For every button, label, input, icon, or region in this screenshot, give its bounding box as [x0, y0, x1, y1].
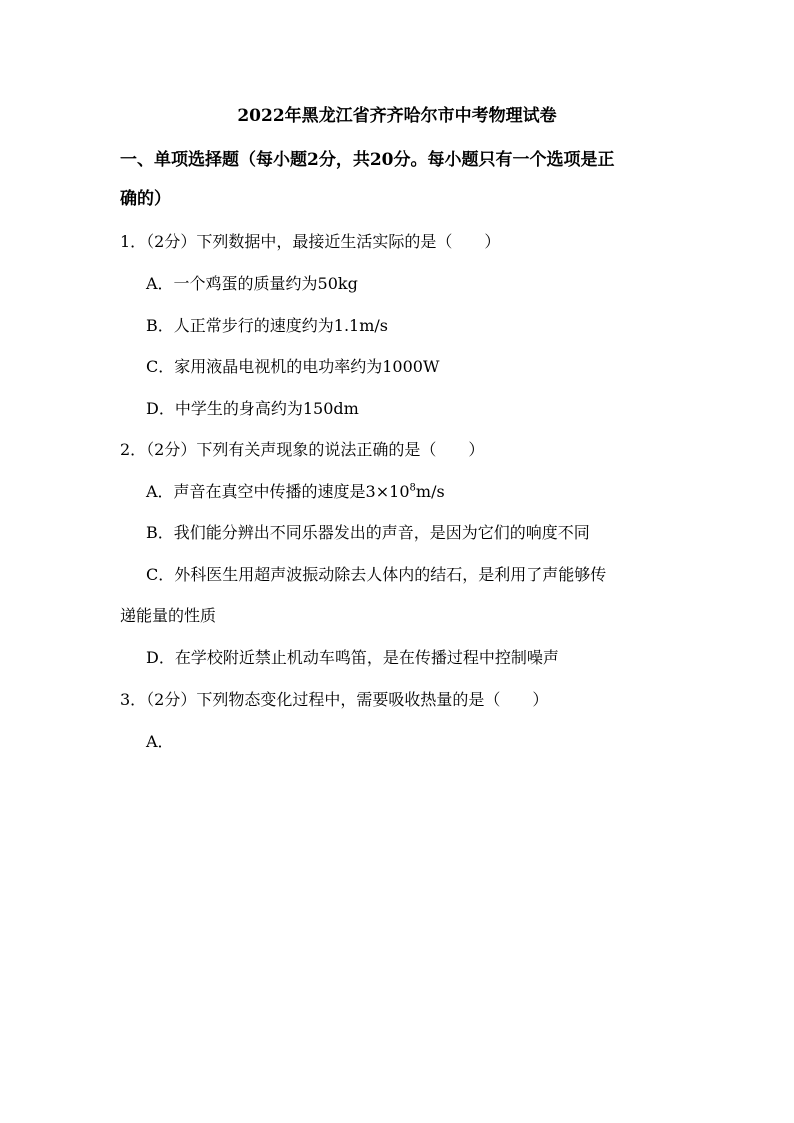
question-2-option-b: B．我们能分辨出不同乐器发出的声音，是因为它们的响度不同 — [146, 523, 590, 542]
question-2-option-a-prefix: A．声音在真空中传播的速度是3×10 — [146, 482, 410, 501]
question-3-stem: 3．（2分）下列物态变化过程中，需要吸收热量的是（ ） — [120, 690, 549, 709]
question-1-option-b: B．人正常步行的速度约为1.1m/s — [146, 316, 388, 335]
question-2-option-a-exponent: 8 — [409, 482, 416, 494]
question-2-option-d: D．在学校附近禁止机动车鸣笛，是在传播过程中控制噪声 — [146, 648, 559, 667]
question-3-option-a: A． — [146, 732, 174, 751]
question-2-option-c-line-1: C．外科医生用超声波振动除去人体内的结石，是利用了声能够传 — [146, 565, 607, 584]
question-1-option-c: C．家用液晶电视机的电功率约为1000W — [146, 357, 440, 376]
question-2-option-a — [146, 482, 445, 502]
section-heading-line-2: 确的） — [120, 189, 171, 209]
question-2-option-c-line-2: 递能量的性质 — [120, 606, 217, 625]
question-1-option-a: A．一个鸡蛋的质量约为50kg — [146, 274, 358, 293]
question-2-stem: 2．（2分）下列有关声现象的说法正确的是（ ） — [120, 440, 485, 459]
question-2-option-a-suffix: m/s — [415, 482, 445, 501]
page-title: 2022年黑龙江省齐齐哈尔市中考物理试卷 — [237, 106, 557, 126]
question-1-option-d: D．中学生的身高约为150dm — [146, 399, 359, 418]
question-1-stem: 1．（2分）下列数据中，最接近生活实际的是（ ） — [120, 232, 501, 251]
section-heading-line-1: 一、单项选择题（每小题2分，共20分。每小题只有一个选项是正 — [120, 150, 615, 170]
